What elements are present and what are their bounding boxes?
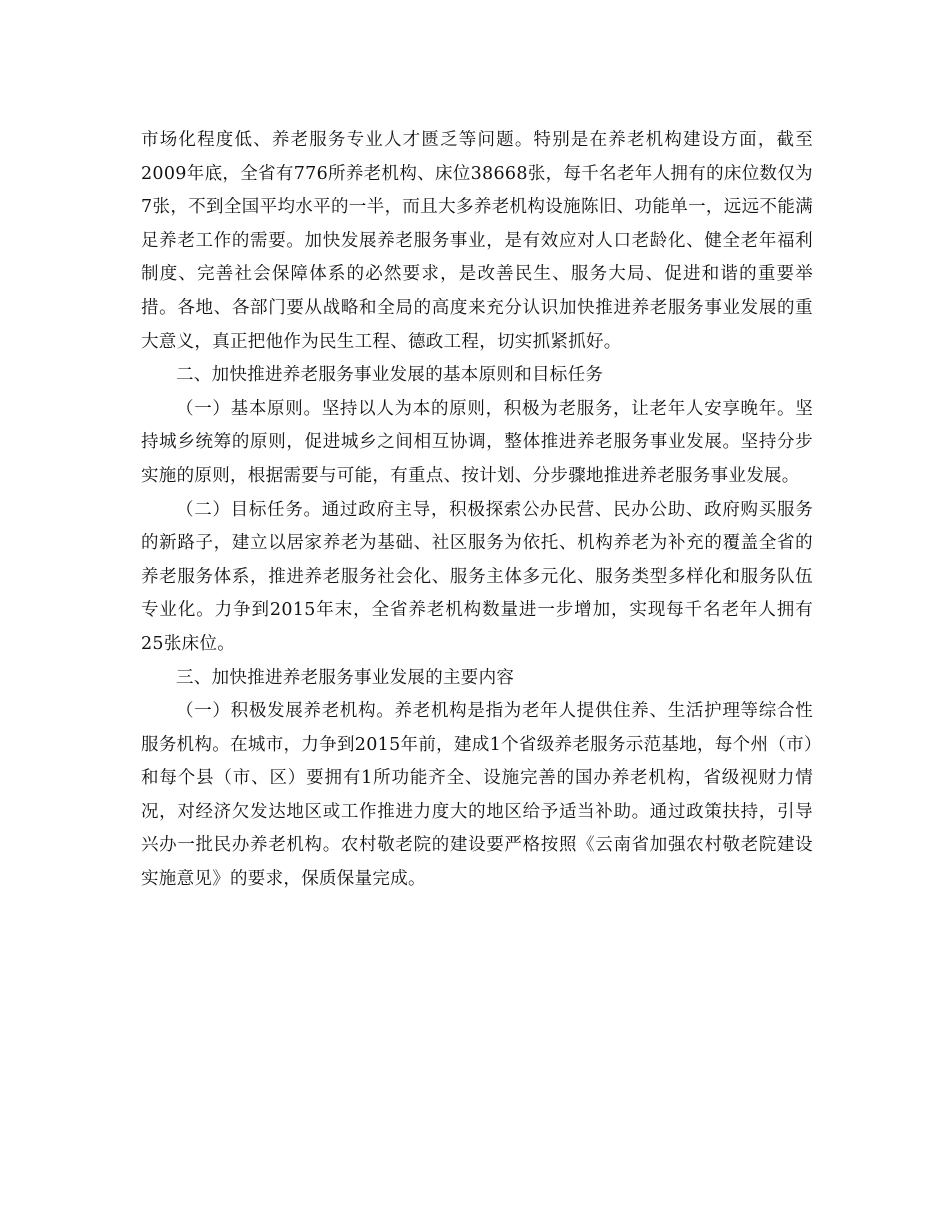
paragraph-basic-principles: （一）基本原则。坚持以人为本的原则，积极为老服务，让老年人安享晚年。坚持城乡统筹的原则，促进城乡之间相互协调，整体推进养老服务事业发展。坚持分步实施的原则，根据需要与可能，有重点、按计划、分步骤地推进养老服务事业发展。 <box>141 398 813 486</box>
document-body <box>141 124 813 897</box>
paragraph-continuation: 市场化程度低、养老服务专业人才匮乏等问题。特别是在养老机构建设方面，截至2009年底，全省有776所养老机构、床位38668张，每千名老年人拥有的床位数仅为7张，不到全国平均水平的一半，而且大多养老机构设施陈旧、功能单一，远远不能满足养老工作的需要。加快发展养老服务事业，是有效应对人口老龄化、健全老年福利制度、完善社会保障体系的必然要求，是改善民生、服务大局、促进和谐的重要举措。各地、各部门要从战略和全局的高度来充分认识加快推进养老服务事业发展的重大意义，真正把他作为民生工程、德政工程，切实抓紧抓好。 <box>141 130 813 352</box>
section-heading-3: 三、加快推进养老服务事业发展的主要内容 <box>176 667 515 688</box>
paragraph-elderly-institutions: （一）积极发展养老机构。养老机构是指为老年人提供住养、生活护理等综合性服务机构。在城市，力争到2015年前，建成1个省级养老服务示范基地，每个州（市）和每个县（市、区）要拥有1所功能齐全、设施完善的国办养老机构，省级视财力情况，对经济欠发达地区或工作推进力度大的地区给予适当补助。通过政策扶持，引导兴办一批民办养老机构。农村敬老院的建设要严格按照《云南省加强农村敬老院建设实施意见》的要求，保质保量完成。 <box>141 701 813 890</box>
section-heading-2: 二、加快推进养老服务事业发展的基本原则和目标任务 <box>176 365 604 386</box>
paragraph-target-tasks: （二）目标任务。通过政府主导，积极探索公办民营、民办公助、政府购买服务的新路子，建立以居家养老为基础、社区服务为依托、机构养老为补充的覆盖全省的养老服务体系，推进养老服务社会化、服务主体多元化、服务类型多样化和服务队伍专业化。力争到2015年末，全省养老机构数量进一步增加，实现每千名老年人拥有25张床位。 <box>141 499 813 654</box>
